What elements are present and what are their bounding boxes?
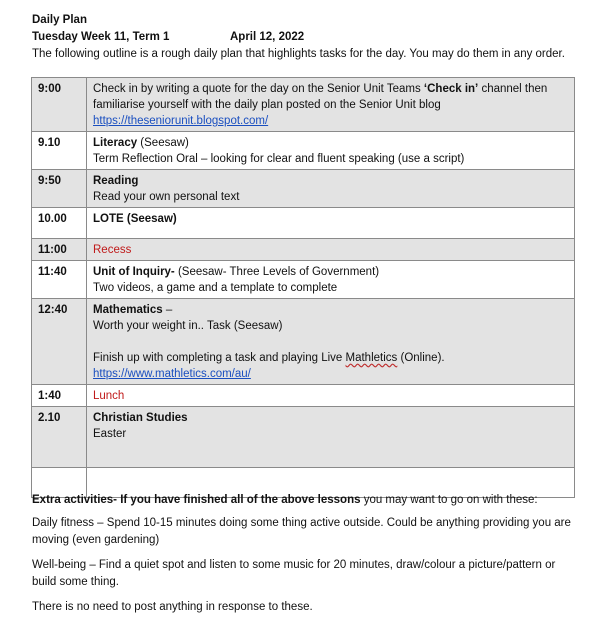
task-cell (87, 407, 575, 468)
time-cell: 10.00 (32, 208, 87, 239)
task-text: channel then familiarise yourself with the daily plan posted on the Senior Unit blog (93, 83, 548, 111)
task-detail: (Online). (397, 352, 445, 364)
mathletics-link[interactable]: https://www.mathletics.com/au/ (93, 368, 251, 380)
task-title: Reading (93, 175, 139, 187)
task-text: Check in by writing a quote for the day on the Senior Unit Teams (93, 83, 424, 95)
time-cell: 11:00 (32, 239, 87, 261)
schedule-row (32, 78, 575, 132)
task-title: Mathematics (93, 304, 163, 316)
task-detail: Worth your weight in.. Task (Seesaw) (93, 320, 283, 332)
task-detail: Read your own personal text (93, 191, 240, 203)
task-detail: Easter (93, 428, 127, 440)
time-cell: 9:00 (32, 78, 87, 132)
task-text-bold: ‘Check in’ (423, 83, 479, 95)
schedule-table (31, 77, 575, 498)
task-title: Christian Studies (93, 412, 188, 424)
time-cell: 9.10 (32, 132, 87, 170)
time-cell: 12:40 (32, 299, 87, 385)
task-detail: Finish up with completing a task and playing Live (93, 352, 346, 364)
task-cell (87, 132, 575, 170)
task-title: Unit of Inquiry- (93, 266, 175, 278)
extras-wellbeing: Well-being – Find a quiet spot and listen to some music for 20 minutes, draw/colour a picture/pattern or build some thing. (32, 559, 556, 588)
week-term-label: Tuesday Week 11, Term 1 (32, 31, 170, 43)
task-cell (87, 170, 575, 208)
task-title-suffix: (Seesaw) (137, 137, 189, 149)
extras-note: There is no need to post anything in response to these. (32, 601, 313, 613)
task-cell (87, 208, 575, 239)
schedule-row (32, 170, 575, 208)
time-cell: 2.10 (32, 407, 87, 468)
schedule-row (32, 299, 575, 385)
task-title: LOTE (Seesaw) (93, 213, 177, 225)
task-detail: Two videos, a game and a template to complete (93, 282, 338, 294)
date-label: April 12, 2022 (230, 31, 305, 43)
task-title-suffix: – (162, 304, 173, 316)
extras-fitness: Daily fitness – Spend 10-15 minutes doing some thing active outside. Could be anything providing you are moving (even gardening) (32, 517, 571, 546)
schedule-row (32, 385, 575, 407)
time-cell: 11:40 (32, 261, 87, 299)
task-cell (87, 239, 575, 261)
schedule-row (32, 132, 575, 170)
task-detail: Term Reflection Oral – looking for clear and fluent speaking (use a script) (93, 153, 465, 165)
time-cell: 1:40 (32, 385, 87, 407)
task-title: Literacy (93, 137, 138, 149)
break-label: Recess (93, 244, 132, 256)
schedule-row (32, 407, 575, 468)
blog-link[interactable]: https://theseniorunit.blogspot.com/ (93, 115, 269, 127)
task-detail-misspelled: Mathletics (345, 352, 398, 364)
task-cell (87, 385, 575, 407)
task-cell (87, 78, 575, 132)
task-cell (87, 299, 575, 385)
schedule-row (32, 239, 575, 261)
extras-lead-rest: you may want to go on with these: (360, 494, 538, 506)
extras-lead-bold: Extra activities- If you have finished all of the above lessons (32, 494, 361, 506)
schedule-row (32, 208, 575, 239)
intro-text: The following outline is a rough daily plan that highlights tasks for the day. You may do them in any order. (32, 48, 565, 60)
page-title: Daily Plan (32, 14, 87, 26)
schedule-row (32, 261, 575, 299)
task-title-suffix: (Seesaw- Three Levels of Government) (174, 266, 380, 278)
extras-heading (32, 492, 577, 509)
task-cell (87, 261, 575, 299)
time-cell: 9:50 (32, 170, 87, 208)
break-label: Lunch (93, 390, 125, 402)
